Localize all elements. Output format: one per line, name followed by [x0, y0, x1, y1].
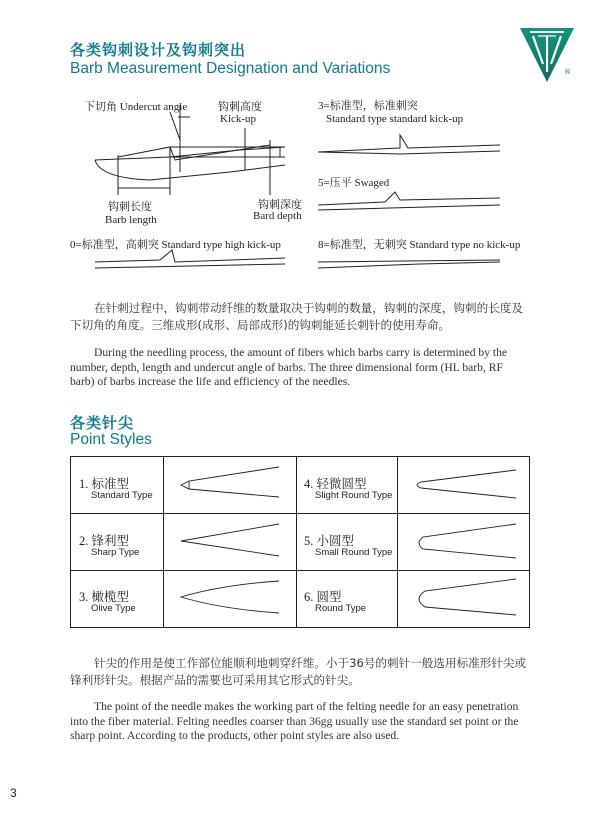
standard-kickup-label-en: Standard type standard kick-up [326, 113, 464, 125]
barb-measurement-diagram [0, 0, 600, 300]
point-style-label-en: Round Type [315, 603, 367, 614]
point-style-label-cn: 3. 橄榄型 [79, 590, 130, 604]
standard-kickup-label-cn: 3=标准型，标准刺突 [318, 100, 418, 112]
point-style-label-en: Olive Type [91, 603, 136, 614]
barb-length-label-cn: 钩刺长度 [108, 201, 152, 213]
undercut-angle-label: 下切角 Undercut angle [84, 101, 188, 113]
section-title-cn: 各类钩刺设计及钩刺突出 [70, 41, 247, 59]
kickup-label-en: Kick-up [220, 113, 257, 125]
point-style-label-en: Standard Type [91, 490, 153, 501]
registered-mark: ® [564, 68, 571, 76]
point-style-label-en: Slight Round Type [315, 490, 393, 501]
point-style-label-cn: 1. 标准型 [79, 477, 130, 491]
point-styles-title-cn: 各类针尖 [70, 414, 135, 432]
swaged-label: 5=压平 Swaged [318, 177, 390, 189]
barb-depth-label-en: Bard depth [253, 210, 302, 222]
no-kickup-label: 8=标准型，无刺突 Standard type no kick-up [318, 239, 521, 251]
point-style-label-cn: 5. 小圆型 [304, 534, 355, 548]
barb-depth-label-cn: 钩刺深度 [258, 199, 302, 211]
point-style-drawings [71, 457, 531, 629]
section-title-en: Barb Measurement Designation and Variations [70, 60, 391, 77]
point-styles-title-en: Point Styles [70, 431, 152, 448]
barb-description-en: During the needling process, the amount of fibers which barbs carry is determined by the number, depth, length and undercut angle of barbs. The three dimensional form (HL barb, RF barb) of barbs increase the life and efficiency of the needles. [70, 346, 508, 388]
barb-description-cn: 在针刺过程中，钩刺带动纤维的数量取决于钩刺的数量，钩刺的深度，钩刺的长度及下切角的角度。三维成形(成形、局部成形)的钩刺能延长刺针的使用寿命。 [70, 301, 523, 332]
point-styles-table [70, 456, 530, 628]
kickup-label-cn: 钩刺高度 [218, 101, 262, 113]
page-number: 3 [10, 786, 17, 800]
point-style-label-cn: 4. 轻微圆型 [304, 477, 367, 491]
point-style-label-en: Sharp Type [91, 547, 140, 558]
point-style-label-cn: 2. 锋利型 [79, 534, 130, 548]
point-style-label-en: Small Round Type [315, 547, 393, 558]
barb-length-label-en: Barb length [105, 214, 157, 226]
point-description-cn: 针尖的作用是使工作部位能顺利地刺穿纤维。小于36号的刺针一般选用标准形针尖或锋利形针尖。根据产品的需要也可采用其它形式的针尖。 [70, 656, 527, 687]
point-style-label-cn: 6. 圆型 [304, 590, 342, 604]
point-description-en: The point of the needle makes the working part of the felting needle for an easy penetration into the fiber material. Felting needles coarser than 36gg usually use the standard set point or the sharp point. According to the products, other point styles are also used. [70, 700, 519, 742]
high-kickup-label: 0=标准型，高刺突 Standard type high kick-up [70, 239, 281, 251]
